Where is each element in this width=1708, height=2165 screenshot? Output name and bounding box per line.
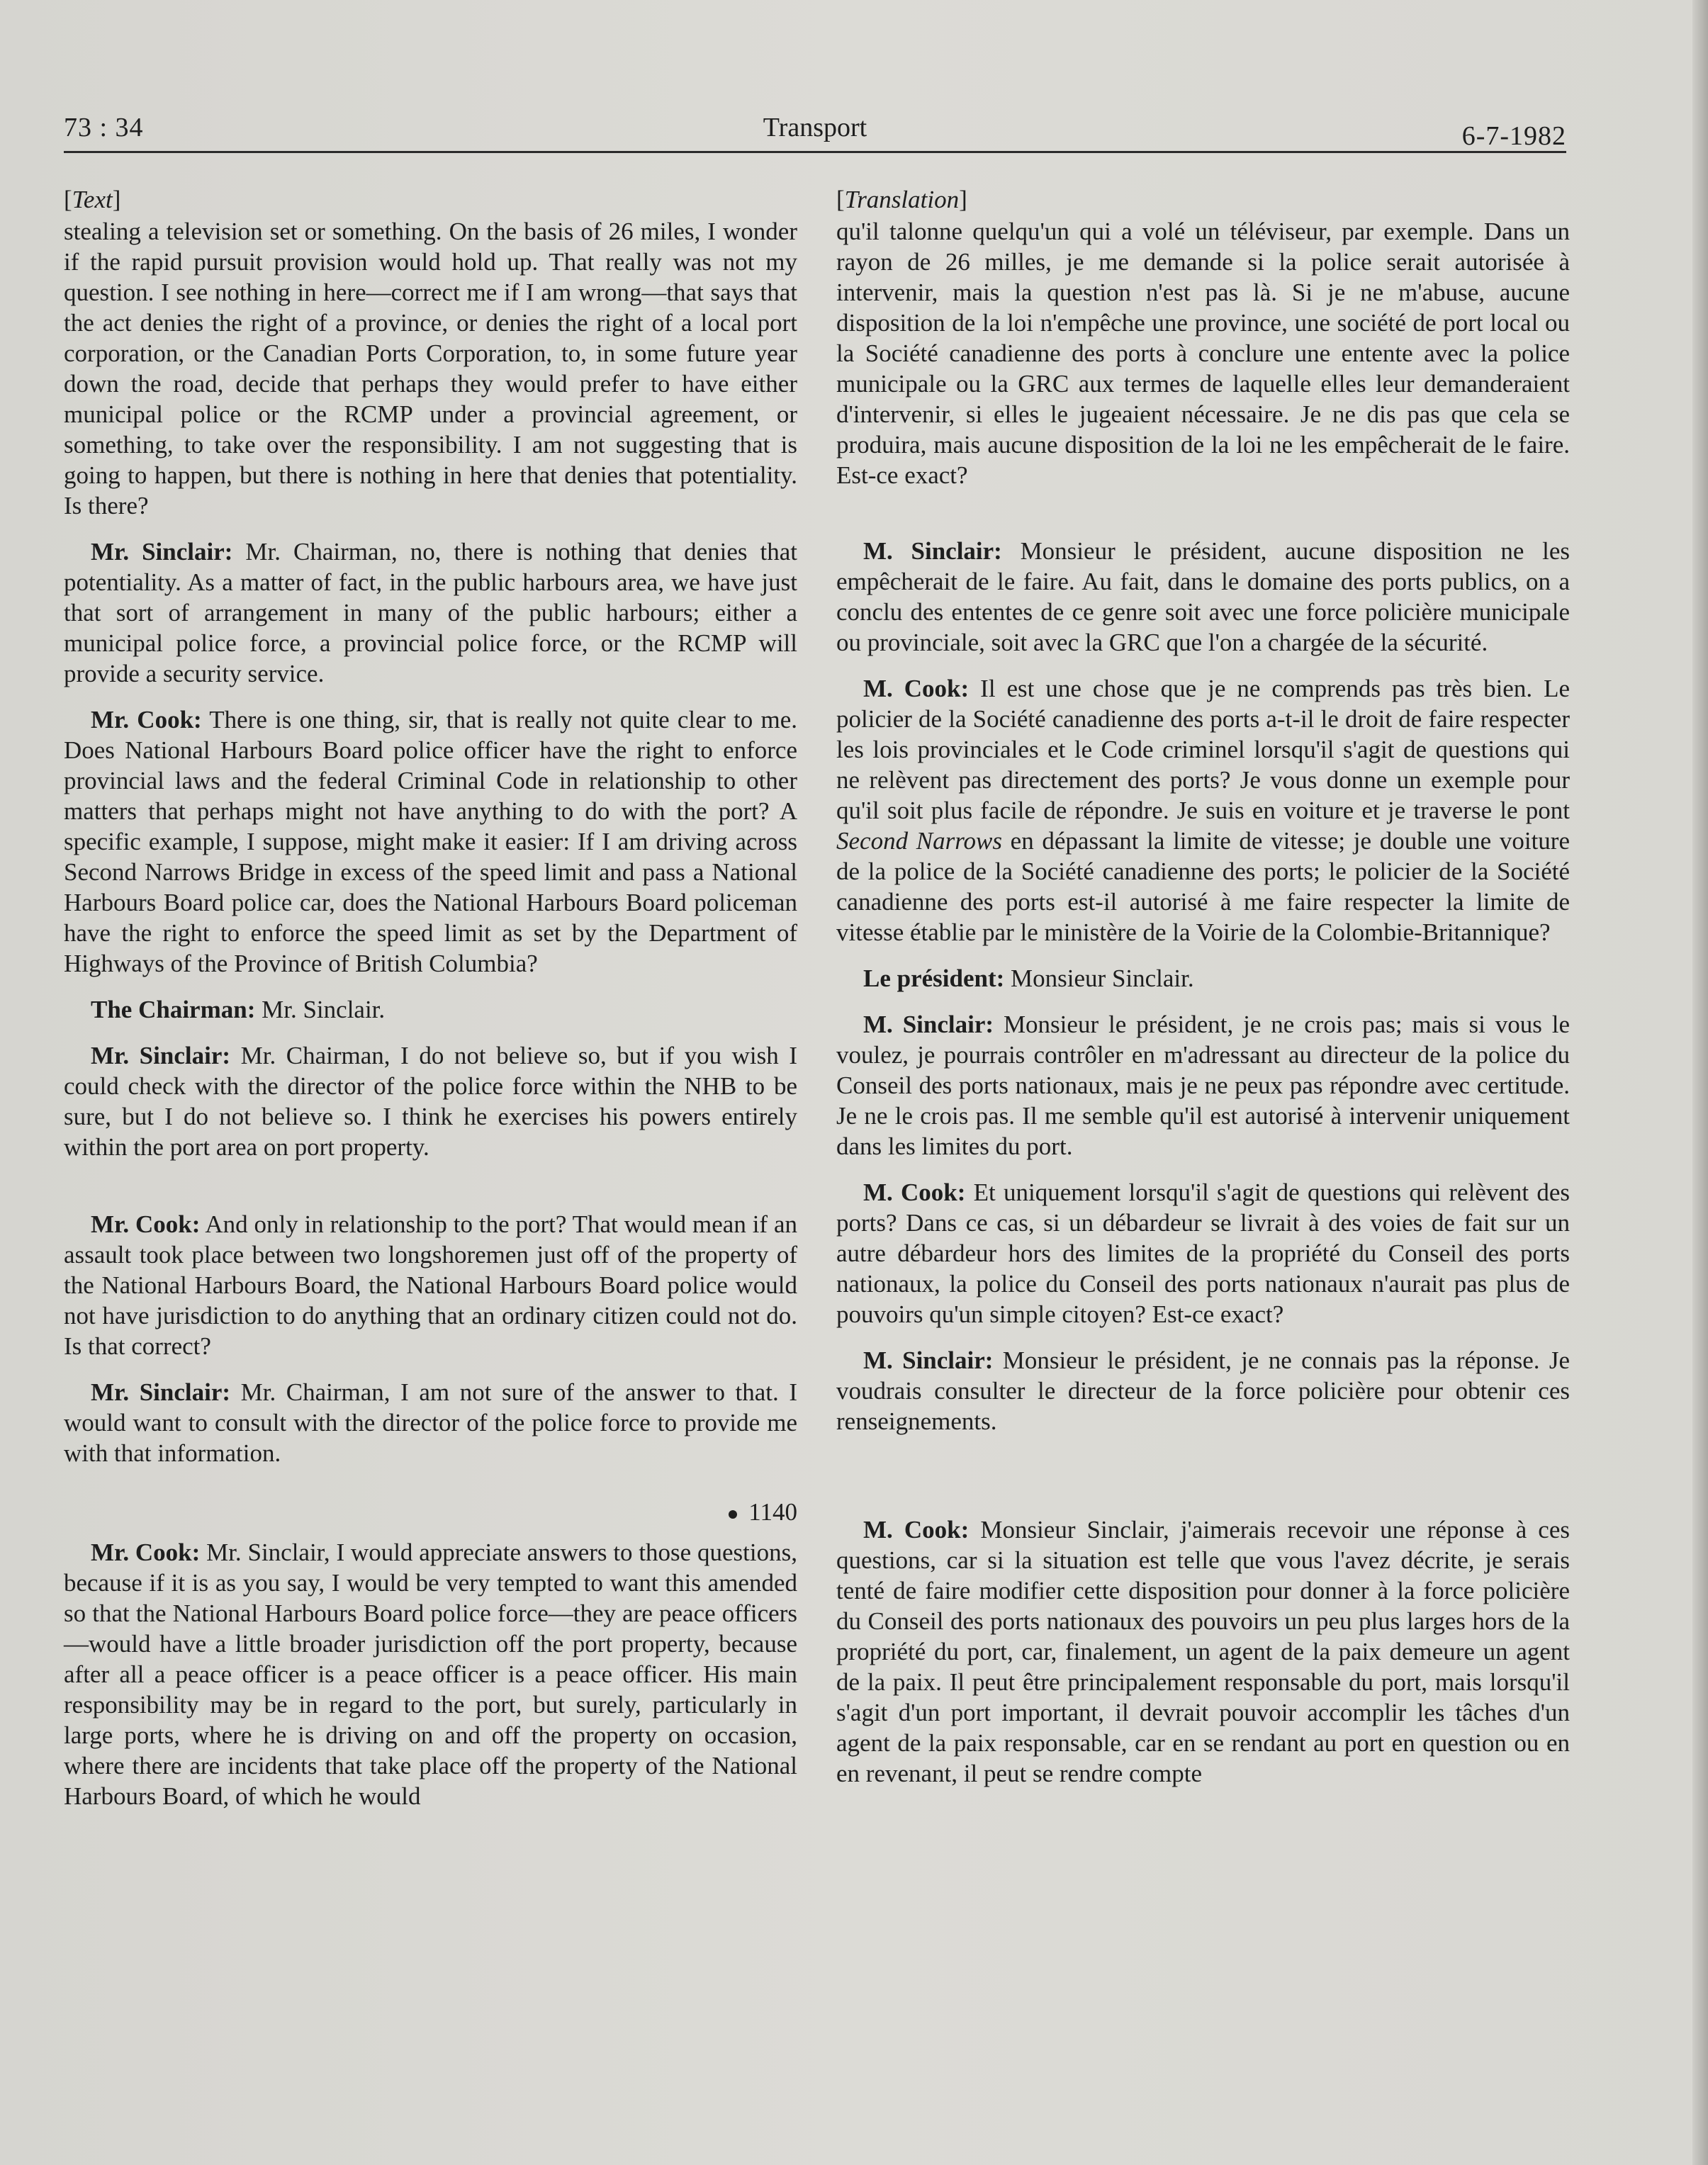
paragraph: M. Cook: Il est une chose que je ne comprends pas très bien. Le policier de la Société canadienne des ports a-t-il le droit de faire respecter les lois provinciales et le Code criminel lorsqu'il s'agit de questions qui ne relèvent pas directement des ports? Je vous donne un exemple pour qu'il soit plus facile de répondre. Je suis en voiture et je traverse le pont Second Narrows en dépassant la limite de vitesse; je double une voiture de la police de la Société canadienne des ports; le policier de la Société canadienne des ports est-il autorisé à me faire respecter la limite de vitesse établie par le ministère de la Voirie de la Colombie-Britannique?	[836, 675, 1570, 946]
paragraph: M. Sinclair: Monsieur le président, je ne connais pas la réponse. Je voudrais consulter le directeur de la force policière pour obtenir ces renseignements.	[836, 1346, 1570, 1435]
page-date: 6-7-1982	[1461, 121, 1566, 151]
page-edge-shadow	[1692, 0, 1708, 2165]
speaker-name: Mr. Cook:	[91, 1210, 201, 1238]
paragraph: Mr. Sinclair: Mr. Chairman, no, there is nothing that denies that potentiality. As a matter of fact, in the public harbours area, we have just that sort of arrangement in many of the public harbours; either a municipal police force, a provincial police force, or the RCMP will provide a security service.	[64, 538, 798, 687]
paragraph: Mr. Cook: And only in relationship to the port? That would mean if an assault took place between two longshoremen just off of the property of the National Harbours Board, the National Harbours Board police would not have jurisdiction to do anything that an ordinary citizen could not do. Is that correct?	[64, 1210, 797, 1360]
page-header	[64, 106, 1566, 149]
paragraph: Mr. Cook: Mr. Sinclair, I would appreciate answers to those questions, because if it is as you say, I would be very tempted to want this amended so that the National Harbours Board police force—they are peace officers—would have a little broader jurisdiction off the port property, because after all a peace officer is a peace officer is a peace officer. His main responsibility may be in regard to the port, but surely, particularly in large ports, where he is driving on and off the property on occasion, where there are incidents that take place off the property of the National Harbours Board, of which he would	[64, 1539, 797, 1810]
paragraph: Le président: Monsieur Sinclair.	[863, 965, 1194, 992]
column-tag: [Text]	[64, 186, 121, 213]
speaker-name: M. Sinclair:	[863, 537, 1002, 565]
speaker-name: M. Cook:	[863, 1516, 970, 1543]
speaker-name: Mr. Cook:	[91, 1539, 201, 1566]
speaker-name: Mr. Sinclair:	[91, 1378, 231, 1406]
speaker-name: Mr. Cook:	[91, 706, 202, 733]
paragraph: M. Sinclair: Monsieur le président, aucune disposition ne les empêcherait de le faire. Au fait, dans le domaine des ports publics, on a conclu des ententes de ce genre soit avec une force policière municipale ou provinciale, soit avec la GRC que l'on a chargée de la sécurité.	[836, 537, 1570, 656]
speaker-name: M. Cook:	[863, 675, 970, 702]
page-number: 73 : 34	[64, 113, 144, 142]
speaker-name: M. Sinclair:	[863, 1011, 994, 1038]
paragraph: M. Sinclair: Monsieur le président, je ne crois pas; mais si vous le voulez, je pourrais contrôler en m'adressant au directeur de la police du Conseil des ports nationaux, mais je ne peux pas répondre avec certitude. Je ne le crois pas. Il me semble qu'il est autorisé à intervenir uniquement dans les limites du port.	[836, 1011, 1570, 1160]
speaker-name: Mr. Sinclair:	[91, 538, 233, 566]
paragraph: Mr. Sinclair: Mr. Chairman, I do not believe so, but if you wish I could check with the director of the police force within the NHB to be sure, but I do not believe so. I think he exercises his powers entirely within the port area on port property.	[64, 1042, 797, 1161]
paragraph: M. Cook: Monsieur Sinclair, j'aimerais recevoir une réponse à ces questions, car si la situation est telle que vous l'avez décrite, je serais tenté de faire modifier cette disposition pour donner à la force policière du Conseil des ports nationaux des pouvoirs un peu plus larges hors de la propriété du port, car, finalement, un agent de la paix demeure un agent de la paix. Il peut être principalement responsable du port, mais lorsqu'il s'agit d'un port important, il devrait pouvoir accomplir les tâches d'un agent de la paix responsable, car en se rendant au port en question ou en en revenant, il peut se rendre compte	[836, 1516, 1570, 1787]
paragraph: Mr. Cook: There is one thing, sir, that is really not quite clear to me. Does National Harbours Board police officer have the right to enforce provincial laws and the federal Criminal Code in relationship to other matters that perhaps might not have anything to do with the port? A specific example, I suppose, might make it easier: If I am driving across Second Narrows Bridge in excess of the speed limit and pass a National Harbours Board police car, does the National Harbours Board policeman have the right to enforce the speed limit as set by the Department of Highways of the Province of British Columbia?	[64, 706, 797, 977]
english-column	[64, 184, 797, 1811]
paragraph: Mr. Sinclair: Mr. Chairman, I am not sure of the answer to that. I would want to consult with the director of the police force to provide me with that information.	[64, 1378, 797, 1467]
page-title: Transport	[763, 113, 867, 142]
paragraph: stealing a television set or something. On the basis of 26 miles, I wonder if the rapid pursuit provision would hold up. That really was not my question. I see nothing in here—correct me if I am wrong—that says that the act denies the right of a province, or denies the right of a local port corporation, or the Canadian Ports Corporation, to, in some future year down the road, decide that perhaps they would prefer to have either municipal police or the RCMP under a provincial agreement, or something, to take over the responsibility. I am not suggesting that is going to happen, but there is nothing in here that denies that potentiality. Is there?	[64, 218, 797, 519]
speaker-name: Mr. Sinclair:	[91, 1042, 231, 1069]
speaker-name: The Chairman:	[91, 996, 256, 1023]
french-column	[836, 184, 1570, 1789]
speaker-name: Le président:	[863, 965, 1005, 992]
speaker-name: M. Sinclair:	[863, 1346, 994, 1374]
column-tag: [Translation]	[836, 186, 967, 213]
header-rule	[64, 151, 1566, 153]
paragraph: qu'il talonne quelqu'un qui a volé un téléviseur, par exemple. Dans un rayon de 26 milles, je me demande si la police serait autorisée à intervenir, mais la question n'est pas là. Si je ne m'abuse, aucune disposition de la loi n'empêche une province, une société de port local ou la Société canadienne des ports à conclure une entente avec la police municipale ou la GRC aux termes de laquelle elles leur demanderaient d'intervenir, si elles le jugeaient nécessaire. Je ne dis pas que cela se produira, mais aucune disposition de la loi ne les empêcherait de le faire. Est-ce exact?	[836, 218, 1570, 489]
paragraph: The Chairman: Mr. Sinclair.	[91, 996, 386, 1023]
time-marker: 1140	[64, 1497, 797, 1527]
bullet-icon	[729, 1510, 737, 1519]
paragraph: M. Cook: Et uniquement lorsqu'il s'agit de questions qui relèvent des ports? Dans ce cas, si un débardeur se livrait à des voies de fait sur un autre débardeur hors des limites de la propriété du Conseil des ports nationaux, la police du Conseil des ports nationaux n'aurait pas plus de pouvoirs qu'un simple citoyen? Est-ce exact?	[836, 1179, 1571, 1328]
speaker-name: M. Cook:	[863, 1179, 966, 1206]
